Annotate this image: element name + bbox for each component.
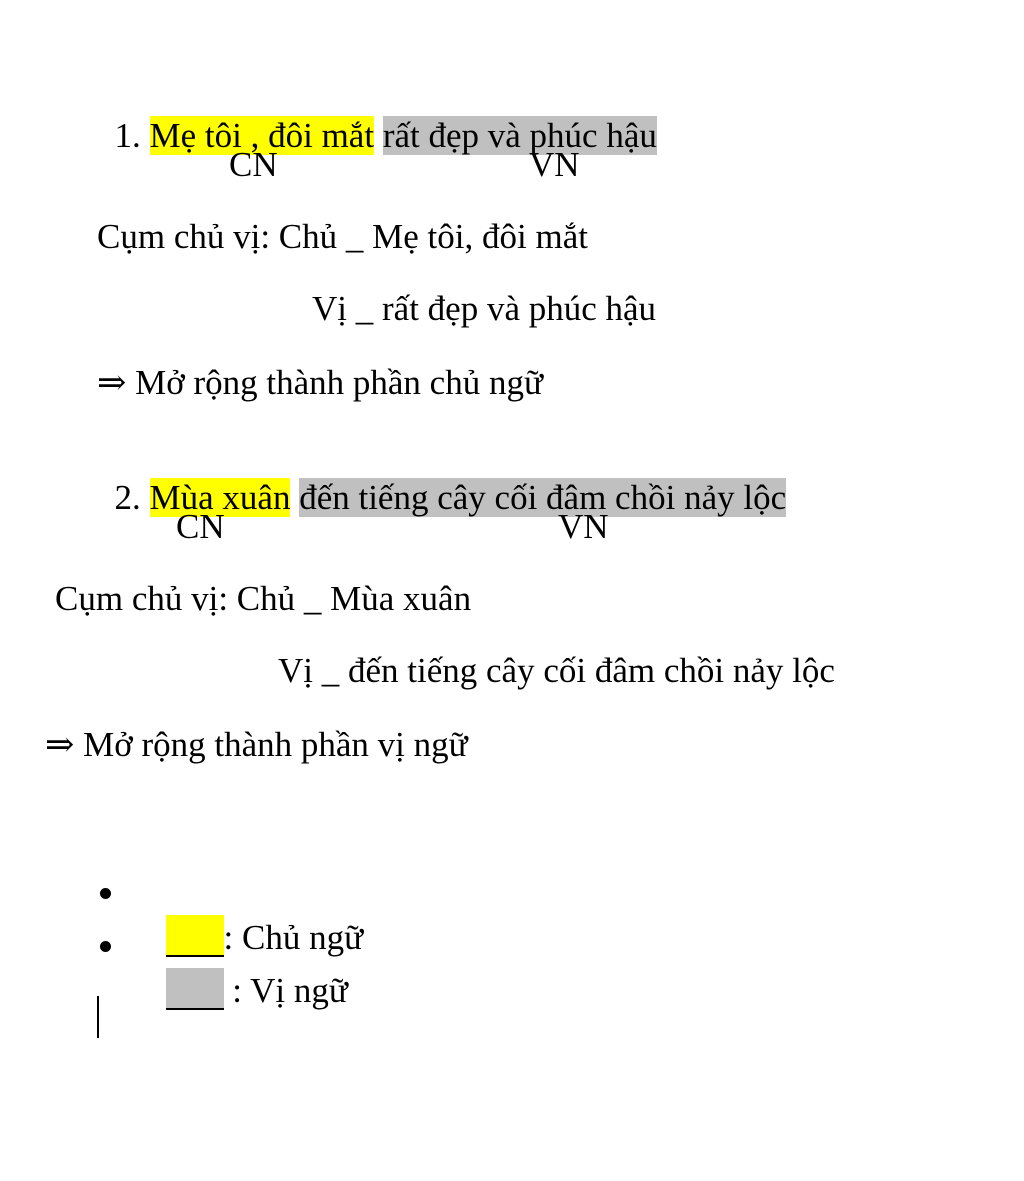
example-1-vn-label: VN [529,145,580,184]
example-2-cn-label: CN [176,507,225,546]
example-2-subject: Mùa xuân [149,478,291,517]
legend-bullet-subject [100,888,111,899]
example-1-cn-label: CN [229,145,278,184]
example-1-subject: Mẹ tôi , đôi mắt [149,116,375,155]
legend-item-predicate [148,924,348,1013]
legend-bullet-predicate [100,941,111,952]
example-1-number: 1. [114,116,150,155]
example-2-predicate: đến tiếng cây cối đâm chồi nảy lộc [299,478,787,517]
example-1-gap [374,116,383,155]
text-cursor[interactable] [97,996,99,1038]
example-2-number: 2. [114,478,150,517]
example-2-conclusion: ⇒ Mở rộng thành phần vị ngữ [45,725,468,764]
legend-label-subject: : Chủ ngữ [223,918,364,957]
example-2-cluster-subject: Cụm chủ vị: Chủ _ Mùa xuân [55,579,472,618]
example-1-cluster-subject: Cụm chủ vị: Chủ _ Mẹ tôi, đôi mắt [97,217,588,256]
legend-label-predicate: : Vị ngữ [223,971,348,1010]
predicate-color-swatch [166,968,224,1010]
example-1-cluster-predicate: Vị _ rất đẹp và phúc hậu [312,289,657,328]
example-2-cluster-predicate: Vị _ đến tiếng cây cối đâm chồi nảy lộc [278,651,835,690]
example-1-predicate: rất đẹp và phúc hậu [382,116,657,155]
example-2-gap [290,478,299,517]
example-2-vn-label: VN [558,507,609,546]
example-1-conclusion: ⇒ Mở rộng thành phần chủ ngữ [97,363,543,402]
